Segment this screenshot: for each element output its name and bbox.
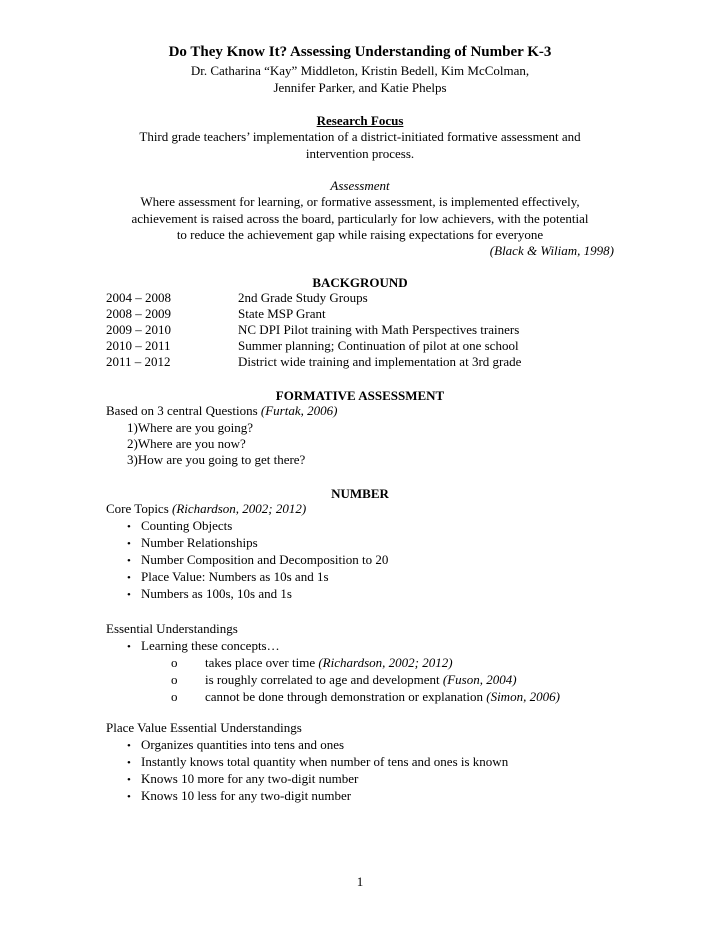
bullet-icon: • <box>127 740 131 752</box>
circle-bullet-icon: o <box>171 655 178 670</box>
background-row <box>106 322 519 338</box>
assessment-line-3: to reduce the achievement gap while raising expectations for everyone <box>176 227 544 242</box>
bullet-icon: • <box>127 757 131 769</box>
essential-sub-item <box>171 672 517 688</box>
number-topic-text: Numbers as 100s, 10s and 1s <box>141 586 292 601</box>
background-row <box>106 290 368 306</box>
page-number: 1 <box>356 874 364 889</box>
research-focus-heading <box>0 112 720 129</box>
background-years: 2004 – 2008 <box>106 290 171 305</box>
formative-question: 1)Where are you going? <box>127 420 253 435</box>
number-topic-text: Number Composition and Decomposition to 20 <box>141 552 389 567</box>
number-topic-text: Number Relationships <box>141 535 258 550</box>
place-value-text: Instantly knows total quantity when number of tens and ones is known <box>141 754 509 769</box>
assessment-heading: Assessment <box>330 178 390 193</box>
essential-sub-text: takes place over time <box>205 655 319 670</box>
essential-bullet-text: Learning these concepts… <box>141 638 280 653</box>
place-value-item <box>127 737 344 754</box>
number-topic <box>127 569 329 586</box>
authors-line-1: Dr. Catharina “Kay” Middleton, Kristin Bedell, Kim McColman, <box>190 63 530 78</box>
research-focus-heading-text: Research Focus <box>316 113 404 128</box>
essential-sub-cite: (Richardson, 2002; 2012) <box>318 655 453 670</box>
assessment-citation: (Black & Wiliam, 1998) <box>489 243 614 258</box>
essential-sub-item <box>171 689 560 705</box>
formative-heading: FORMATIVE ASSESSMENT <box>275 388 445 403</box>
bullet-icon: • <box>127 555 131 567</box>
authors-line-2: Jennifer Parker, and Katie Phelps <box>273 80 447 95</box>
bullet-icon: • <box>127 572 131 584</box>
number-topic <box>127 552 388 569</box>
background-heading: BACKGROUND <box>312 275 408 290</box>
research-focus-line-1: Third grade teachers’ implementation of a district-initiated formative assessment and <box>139 129 581 144</box>
essential-sub-cite: (Simon, 2006) <box>486 689 560 704</box>
background-years: 2009 – 2010 <box>106 322 171 337</box>
bullet-icon: • <box>127 774 131 786</box>
background-text: Summer planning; Continuation of pilot at one school <box>238 338 519 353</box>
background-years: 2011 – 2012 <box>106 354 171 369</box>
background-text: State MSP Grant <box>238 306 326 321</box>
background-text: 2nd Grade Study Groups <box>238 290 368 305</box>
formative-question: 3)How are you going to get there? <box>127 452 306 467</box>
essential-sub-item <box>171 655 453 671</box>
number-intro <box>106 501 306 517</box>
number-topic <box>127 535 258 552</box>
background-row <box>106 306 326 322</box>
place-value-item <box>127 771 358 788</box>
place-value-text: Knows 10 more for any two-digit number <box>141 771 359 786</box>
essential-sub-text: cannot be done through demonstration or explanation <box>205 689 487 704</box>
place-value-text: Organizes quantities into tens and ones <box>141 737 345 752</box>
formative-intro-cite: (Furtak, 2006) <box>260 403 338 418</box>
essential-sub-cite: (Fuson, 2004) <box>442 672 517 687</box>
circle-bullet-icon: o <box>171 672 178 687</box>
background-text: District wide training and implementation at 3rd grade <box>238 354 522 369</box>
number-intro-text: Core Topics <box>106 501 173 516</box>
background-years: 2010 – 2011 <box>106 338 171 353</box>
essential-sub-text: is roughly correlated to age and development <box>205 672 443 687</box>
formative-intro <box>106 403 337 419</box>
document-title: Do They Know It? Assessing Understanding of Number K-3 <box>168 44 552 60</box>
assessment-line-1: Where assessment for learning, or formative assessment, is implemented effectively, <box>140 194 580 209</box>
assessment-line-2: achievement is raised across the board, particularly for low achievers, with the potential <box>131 211 589 226</box>
research-focus-line-2: intervention process. <box>305 146 415 161</box>
formative-question: 2)Where are you now? <box>127 436 246 451</box>
bullet-icon: • <box>127 538 131 550</box>
bullet-icon: • <box>127 791 131 803</box>
number-topic-text: Place Value: Numbers as 10s and 1s <box>141 569 329 584</box>
essential-bullet <box>127 638 280 655</box>
bullet-icon: • <box>127 641 131 653</box>
number-heading: NUMBER <box>331 486 389 501</box>
background-row <box>106 338 519 354</box>
background-row <box>106 354 521 370</box>
place-value-text: Knows 10 less for any two-digit number <box>141 788 352 803</box>
place-value-item <box>127 788 351 805</box>
number-topic-text: Counting Objects <box>141 518 233 533</box>
place-value-heading: Place Value Essential Understandings <box>106 720 302 735</box>
place-value-item <box>127 754 508 771</box>
background-text: NC DPI Pilot training with Math Perspectives trainers <box>238 322 520 337</box>
formative-intro-text: Based on 3 central Questions <box>106 403 261 418</box>
essential-heading: Essential Understandings <box>106 621 238 636</box>
number-intro-cite: (Richardson, 2002; 2012) <box>172 501 307 516</box>
number-topic <box>127 518 232 535</box>
background-years: 2008 – 2009 <box>106 306 171 321</box>
bullet-icon: • <box>127 589 131 601</box>
circle-bullet-icon: o <box>171 689 178 704</box>
bullet-icon: • <box>127 521 131 533</box>
number-topic <box>127 586 292 603</box>
